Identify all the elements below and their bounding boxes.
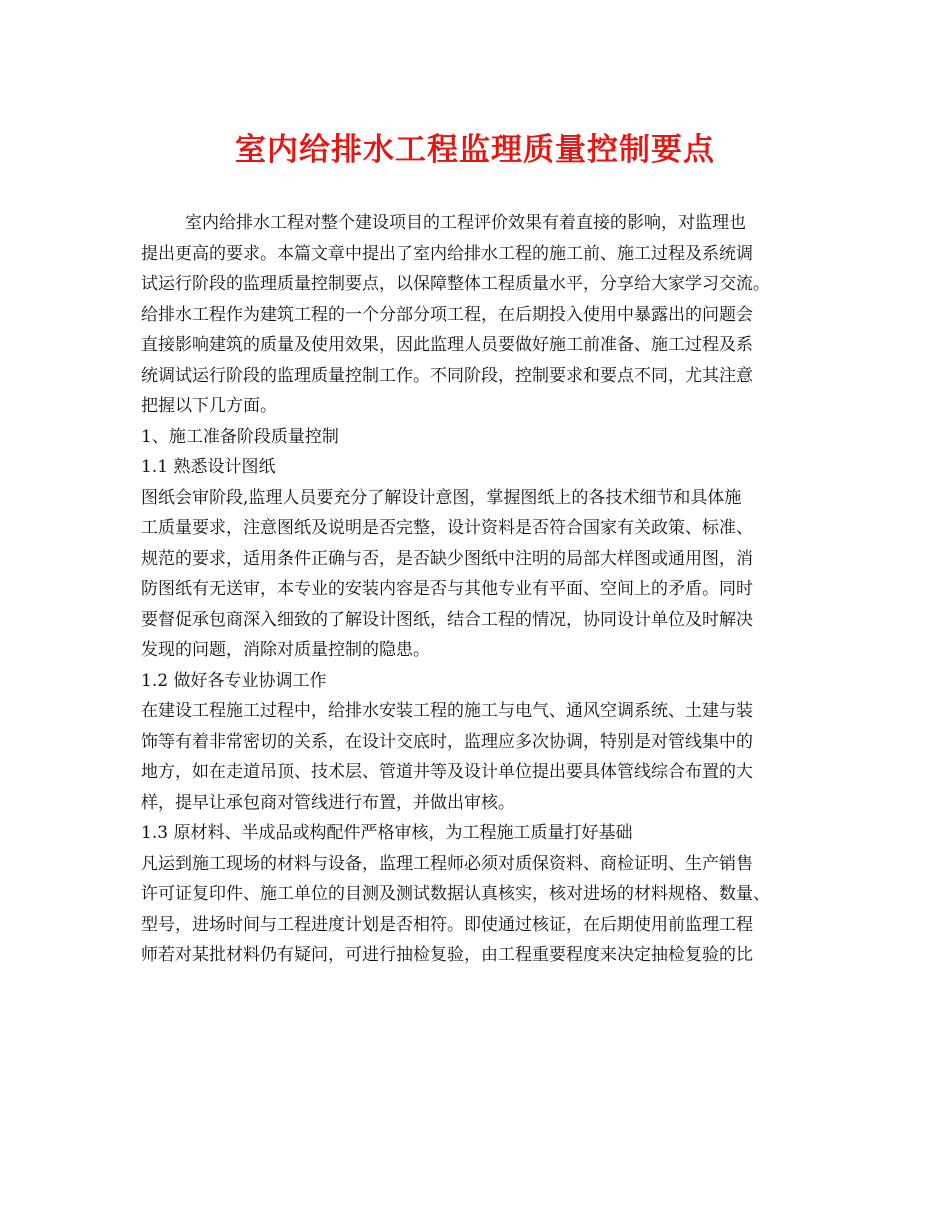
text-line: 把握以下几方面。 [141, 396, 277, 416]
text-line: 给排水工程作为建筑工程的一个分部分项工程，在后期投入使用中暴露出的问题会 [141, 304, 753, 325]
text-line: 直接影响建筑的质量及使用效果，因此监理人员要做好施工前准备、施工过程及系 [141, 335, 753, 355]
text-line: 统调试运行阶段的监理质量控制工作。不同阶段，控制要求和要点不同，尤其注意 [141, 365, 753, 386]
text-line: 工质量要求，注意图纸及说明是否完整，设计资料是否符合国家有关政策、标准、 [141, 518, 753, 538]
text-line: 要督促承包商深入细致的了解设计图纸，结合工程的情况，协同设计单位及时解决 [141, 609, 753, 630]
text-line: 凡运到施工现场的材料与设备，监理工程师必须对质保资料、商检证明、生产销售 [141, 853, 753, 874]
text-line: 样，提早让承包商对管线进行布置，并做出审核。 [141, 792, 515, 813]
text-line: 许可证复印件、施工单位的目测及测试数据认真核实，核对进场的材料规格、数量、 [141, 884, 770, 904]
text-line: 图纸会审阶段,监理人员要充分了解设计意图，掌握图纸上的各技术细节和具体施 [141, 487, 742, 508]
text-line: 在建设工程施工过程中，给排水安装工程的施工与电气、通风空调系统、土建与装 [141, 701, 753, 721]
text-line: 规范的要求，适用条件正确与否，是否缺少图纸中注明的局部大样图或通用图，消 [141, 548, 753, 569]
text-line: 1.3 原材料、半成品或构配件严格审核，为工程施工质量打好基础 [141, 823, 633, 843]
text-line: 地方，如在走道吊顶、技术层、管道井等及设计单位提出要具体管线综合布置的大 [141, 762, 753, 782]
text-line: 室内给排水工程对整个建设项目的工程评价效果有着直接的影响，对监理也 [185, 213, 746, 233]
text-line: 饰等有着非常密切的关系，在设计交底时，监理应多次协调，特别是对管线集中的 [141, 731, 753, 752]
text-line: 提出更高的要求。本篇文章中提出了室内给排水工程的施工前、施工过程及系统调 [141, 243, 753, 264]
text-line: 1.1 熟悉设计图纸 [141, 457, 276, 477]
text-line: 1、施工准备阶段质量控制 [141, 426, 339, 447]
text-line: 型号，进场时间与工程进度计划是否相符。即使通过核证，在后期使用前监理工程 [141, 914, 753, 935]
text-line: 师若对某批材料仍有疑问，可进行抽检复验，由工程重要程度来决定抽检复验的比 [141, 945, 753, 965]
text-line: 发现的问题，消除对质量控制的隐患。 [141, 640, 430, 660]
document-title: 室内给排水工程监理质量控制要点 [235, 132, 715, 168]
text-line: 防图纸有无送审，本专业的安装内容是否与其他专业有平面、空间上的矛盾。同时 [141, 579, 753, 599]
text-line: 1.2 做好各专业协调工作 [141, 670, 327, 691]
text-line: 试运行阶段的监理质量控制要点，以保障整体工程质量水平，分享给大家学习交流。 [141, 274, 770, 294]
document-body [141, 208, 821, 971]
